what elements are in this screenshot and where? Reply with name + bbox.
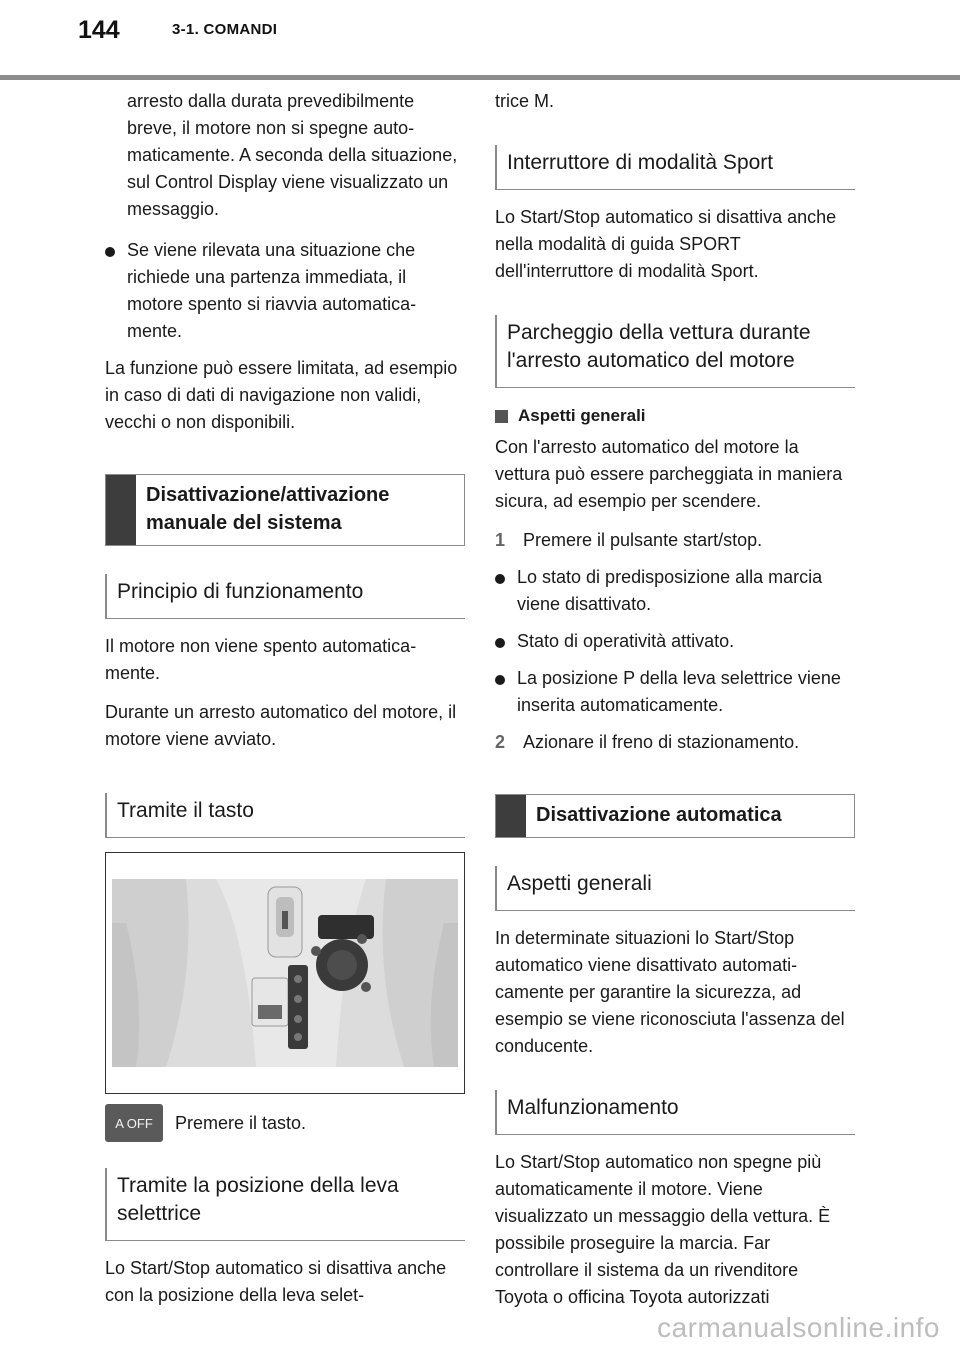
- header-rule: [0, 75, 960, 80]
- subsection-heading: [495, 1090, 855, 1135]
- bullet-text: La posizione P della leva selettrice viene inserita automaticamente.: [517, 668, 841, 715]
- section-heading: Disattivazione automatica: [536, 804, 782, 826]
- square-icon: [495, 410, 508, 423]
- small-heading-text: Aspetti generali: [518, 406, 646, 425]
- paragraph: trice M.: [495, 91, 555, 111]
- paragraph: arresto dalla durata prevedibilmente breve, il motore non si spegne automaticamente. A seconda della situazione, sul Control Display viene visualizzato un messaggio.: [127, 91, 458, 219]
- paragraph: Durante un arresto automatico del motore, il motore viene avviato.: [105, 702, 457, 749]
- section-heading: Disattivazione/attivazione manuale del sistema: [146, 484, 390, 534]
- bullet-dot-icon: [105, 247, 115, 257]
- paragraph: Con l'arresto automatico del motore la vettura può essere parcheggiata in maniera sicura, ad esempio per scendere.: [495, 437, 843, 511]
- auto-start-stop-off-icon: A OFF: [105, 1104, 163, 1142]
- paragraph: Lo Start/Stop automatico si disattiva anche con la posizione della leva selet-: [105, 1258, 447, 1305]
- bullet-item: [105, 237, 465, 345]
- step-number: 1: [495, 530, 506, 550]
- bullet-item: [495, 628, 855, 655]
- step-text: Premere il pulsante start/stop.: [523, 530, 763, 550]
- subsection-title: Parcheggio della vettura durante l'arresto automatico del motore: [507, 321, 811, 372]
- bullet-item: [495, 564, 855, 618]
- subsection-title: Principio di funzionamento: [117, 580, 364, 603]
- subsection-title: Interruttore di modalità Sport: [507, 151, 774, 174]
- page-header: [0, 0, 960, 80]
- watermark: carmanualsonline.info: [657, 1312, 940, 1343]
- bullet-text: Lo stato di predisposizione alla marcia viene disattivato.: [517, 567, 823, 614]
- paragraph: Il motore non viene spento automaticamente.: [105, 636, 417, 683]
- chapter-title: 3-1. COMANDI: [172, 21, 278, 38]
- button-instruction: [105, 1104, 465, 1142]
- heading-bar: [106, 475, 136, 545]
- subsection-heading: [105, 1168, 465, 1241]
- step-item: [495, 729, 855, 756]
- bullet-dot-icon: [495, 638, 505, 648]
- bullet-text: Stato di operatività attivato.: [517, 631, 735, 651]
- subsection-heading: [105, 793, 465, 838]
- paragraph: Lo Start/Stop automatico non spegne più automaticamente il motore. Viene visualizzato un messaggio della vettura. È possibile proseguire la marcia. Far controllare il sistema da un rivenditore Toyota o officina Toyota autorizzati: [495, 1152, 831, 1307]
- subsection-heading: [495, 866, 855, 911]
- page-footer: [0, 1306, 960, 1354]
- subsection-title: Malfunzionamento: [507, 1096, 679, 1119]
- section-heading-box: [105, 474, 465, 546]
- step-number: 2: [495, 732, 506, 752]
- small-heading: [495, 406, 855, 426]
- subsection-heading: [105, 574, 465, 619]
- subsection-title: Aspetti generali: [507, 872, 652, 895]
- paragraph: La funzione può essere limitata, ad esempio in caso di dati di navigazione non validi, vecchi o non disponibili.: [105, 358, 458, 432]
- paragraph: In determinate situazioni lo Start/Stop automatico viene disattivato automaticamente per garantire la sicurezza, ad esempio se viene riconosciuta l'assenza del conducente.: [495, 928, 845, 1056]
- bullet-text: Se viene rilevata una situazione che richiede una partenza immediata, il motore spento si riavvia automaticamente.: [127, 240, 417, 341]
- page-number: 144: [78, 16, 120, 44]
- subsection-title: Tramite il tasto: [117, 799, 254, 822]
- right-column: [495, 88, 855, 1323]
- paragraph: Lo Start/Stop automatico si disattiva anche nella modalità di guida SPORT dell'interruttore di modalità Sport.: [495, 207, 837, 281]
- bullet-dot-icon: [495, 574, 505, 584]
- section-heading-box: [495, 794, 855, 838]
- heading-bar: [496, 795, 526, 837]
- step-text: Azionare il freno di stazionamento.: [523, 732, 800, 752]
- button-instruction-text: Premere il tasto.: [175, 1112, 307, 1133]
- step-item: [495, 527, 855, 554]
- subsection-heading: [495, 145, 855, 190]
- bullet-dot-icon: [495, 675, 505, 685]
- left-column: [105, 88, 465, 1321]
- center-console-illustration: [105, 852, 465, 1094]
- subsection-title: Tramite la posizione della leva selettrice: [117, 1174, 399, 1225]
- subsection-heading: [495, 315, 855, 388]
- bullet-item: [495, 665, 855, 719]
